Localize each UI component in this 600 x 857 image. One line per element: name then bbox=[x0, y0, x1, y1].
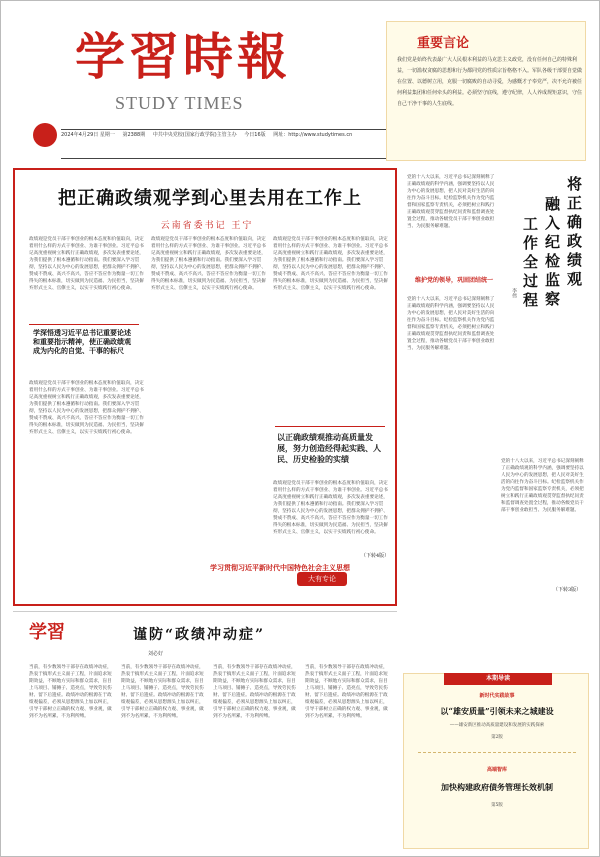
commentary-author: 刘必好 bbox=[148, 651, 164, 657]
lead-body-col-3: 政绩观是党员干部干事创业的根本态度和价值取向，决定着用什么样的方式干事创业、为谁干事创业。习近平总书记高度重视树立和践行正确政绩观，多次发表重要论述，为我们提供了根本遵循和行动指南。我们要深入学习贯彻，坚持以人民为中心的发展思想，把群众拥护不拥护、赞成不赞成、高兴不高兴、答应不答应作为衡量一切工作得失的根本标准，切实做到为民造福、为民担当，坚决摒弃形式主义、官僚主义，以实干实绩践行初心使命。 bbox=[273, 237, 388, 291]
guide-item-2-page[interactable]: 第5版 bbox=[491, 803, 503, 808]
guide-head: 本期导读 bbox=[444, 673, 552, 685]
lead-byline: 云南省委书记 王宁 bbox=[160, 221, 254, 231]
right-title-part-3[interactable]: 将正确政绩观 bbox=[565, 176, 583, 290]
speech-text: 我们党是始终代表最广大人民根本利益的马克思主义政党，没有任何自己的特殊利益，一切滥权贪腐的思想和行为都同党的性质宗旨格格不入。军队各级干部要自觉做在位置、以德树立用，克服一切腐败的自动寻爱，为感慨才子奉党严，决不允许被任何利益集团和任何牵头的利益。必须坚守底线，遵守纪律，人人养成规矩意识，守住自己干净干事的人生底线。 bbox=[397, 57, 583, 107]
right-title-part-1[interactable]: 融入纪检监察 bbox=[543, 196, 561, 310]
commentary-title[interactable]: 谨防“政绩冲动症” bbox=[133, 627, 266, 643]
masthead bbox=[13, 11, 383, 161]
guide-divider bbox=[418, 752, 576, 753]
column-banner: 学习贯彻习近平新时代中国特色社会主义思想 bbox=[210, 563, 350, 572]
right-article[interactable] bbox=[403, 168, 589, 598]
commentary-article[interactable] bbox=[13, 611, 397, 849]
commentary-col-3: 当前，有少数领导干部存在政绩冲动症，热衷于搞形式主义面子工程，片面追求短期效益，不顾地方实际和群众需求，盲目上马项目、铺摊子、造亮点，导致劳民伤财、留下后遗症。政绩冲动的根源在于政绩观偏差，必须从思想源头上加以纠正，引导干部树立正确的权力观、事业观，做到不为名所累、不为利所缚。 bbox=[213, 665, 296, 719]
issue-number: 第2388期 bbox=[122, 132, 146, 138]
right-body-right: 党的十八大以来，习近平总书记深刻阐释了正确政绩观的科学内涵，强调要坚持以人民为中心的发展思想，把人民对美好生活的向往作为奋斗目标。纪检监察机关作为党内监督和国家监察专责机关，必须把树立和践行正确政绩观贯穿监督执纪问责和监督调查处置全过程，推动各级党员干部干事创业敢担当、为民服务解难题。 bbox=[501, 459, 584, 513]
right-author: 李伟 bbox=[511, 288, 517, 298]
commentary-logo: 学習 bbox=[29, 622, 65, 643]
right-body-left: 党的十八大以来，习近平总书记深刻阐释了正确政绩观的科学内涵，强调要坚持以人民为中心的发展思想，把人民对美好生活的向往作为奋斗目标。纪检监察机关作为党内监督和国家监察专责机关，必须把树立和践行正确政绩观贯穿监督执纪问责和监督调查处置全过程，推动各级党员干部干事创业敢担当、为民服务解难题。 bbox=[407, 297, 495, 351]
right-body-top: 党的十八大以来，习近平总书记深刻阐释了正确政绩观的科学内涵，强调要坚持以人民为中心的发展思想，把人民对美好生活的向往作为奋斗目标。纪检监察机关作为党内监督和国家监察专责机关，必须把树立和践行正确政绩观贯穿监督执纪问责和监督调查处置全过程，推动各级党员干部干事创业敢担当、为民服务解难题。 bbox=[407, 175, 495, 229]
guide-item-1-page[interactable]: 第2版 bbox=[491, 735, 503, 740]
issue-guide bbox=[403, 673, 589, 849]
website[interactable]: 网址：http://www.studytimes.cn bbox=[273, 132, 353, 138]
commentary-col-1: 当前，有少数领导干部存在政绩冲动症，热衷于搞形式主义面子工程，片面追求短期效益，不顾地方实际和群众需求，盲目上马项目、铺摊子、造亮点，导致劳民伤财、留下后遗症。政绩冲动的根源在于政绩观偏差，必须从思想源头上加以纠正，引导干部树立正确的权力观、事业观，做到不为名所累、不为利所缚。 bbox=[29, 665, 112, 719]
lead-continued[interactable]: （下转4版） bbox=[361, 553, 390, 559]
masthead-meta bbox=[61, 129, 391, 159]
lead-body-col-1b: 政绩观是党员干部干事创业的根本态度和价值取向，决定着用什么样的方式干事创业、为谁干事创业。习近平总书记高度重视树立和践行正确政绩观，多次发表重要论述，为我们提供了根本遵循和行动指南。我们要深入学习贯彻，坚持以人民为中心的发展思想，把群众拥护不拥护、赞成不赞成、高兴不高兴、答应不答应作为衡量一切工作得失的根本标准，切实做到为民造福、为民担当，坚决摒弃形式主义、官僚主义，以实干实绩践行初心使命。 bbox=[29, 381, 144, 435]
guide-item-1-title[interactable]: 以“雄安质量”引领未来之城建设 bbox=[440, 706, 554, 716]
right-title-part-2[interactable]: 工作全过程 bbox=[521, 216, 539, 311]
right-continued[interactable]: （下转3版） bbox=[553, 587, 582, 593]
guide-item-2-tag: 高端智库 bbox=[486, 767, 507, 773]
lead-article[interactable] bbox=[13, 168, 397, 606]
guide-item-2-title[interactable]: 加快构建政府债务管理长效机制 bbox=[441, 782, 553, 792]
column-stamp: 大有专论 bbox=[297, 572, 347, 586]
lead-body-col-3b: 政绩观是党员干部干事创业的根本态度和价值取向，决定着用什么样的方式干事创业、为谁干事创业。习近平总书记高度重视树立和践行正确政绩观，多次发表重要论述，为我们提供了根本遵循和行动指南。我们要深入学习贯彻，坚持以人民为中心的发展思想，把群众拥护不拥护、赞成不赞成、高兴不高兴、答应不答应作为衡量一切工作得失的根本标准，切实做到为民造福、为民担当，坚决摒弃形式主义、官僚主义，以实干实绩践行初心使命。 bbox=[273, 481, 388, 535]
right-subhead: 维护党的领导，巩固团结统一 bbox=[415, 277, 494, 284]
important-speech-box bbox=[386, 21, 586, 161]
lead-body-col-1: 政绩观是党员干部干事创业的根本态度和价值取向，决定着用什么样的方式干事创业、为谁干事创业。习近平总书记高度重视树立和践行正确政绩观，多次发表重要论述，为我们提供了根本遵循和行动指南。我们要深入学习贯彻，坚持以人民为中心的发展思想，把群众拥护不拥护、赞成不赞成、高兴不高兴、答应不答应作为衡量一切工作得失的根本标准，切实做到为民造福、为民担当，坚决摒弃形式主义、官僚主义，以实干实绩践行初心使命。 bbox=[29, 237, 144, 291]
masthead-subtitle: STUDY TIMES bbox=[115, 93, 244, 113]
commentary-col-2: 当前，有少数领导干部存在政绩冲动症，热衷于搞形式主义面子工程，片面追求短期效益，不顾地方实际和群众需求，盲目上马项目、铺摊子、造亮点，导致劳民伤财、留下后遗症。政绩冲动的根源在于政绩观偏差，必须从思想源头上加以纠正，引导干部树立正确的权力观、事业观，做到不为名所累、不为利所缚。 bbox=[121, 665, 204, 719]
guide-item-1-tag: 新时代实践故事 bbox=[479, 693, 515, 699]
edition-count: 今日16版 bbox=[244, 132, 266, 138]
subhead-rule-2 bbox=[275, 426, 385, 427]
guide-item-1-sub: ——雄安新区推动高质量建设和发展的实践探索 bbox=[449, 723, 545, 728]
party-school-logo-icon bbox=[33, 123, 57, 147]
lead-headline[interactable]: 把正确政绩观学到心里去用在工作上 bbox=[58, 188, 362, 209]
issue-date: 2024年4月29日 星期一 bbox=[61, 132, 115, 138]
speech-title: 重要言论 bbox=[417, 36, 470, 51]
masthead-title: 学習時報 bbox=[75, 27, 291, 86]
lead-subhead-2: 以正确政绩观推动高质量发展，努力创造经得起实践、人民、历史检验的实绩 bbox=[277, 432, 381, 464]
commentary-col-4: 当前，有少数领导干部存在政绩冲动症，热衷于搞形式主义面子工程，片面追求短期效益，不顾地方实际和群众需求，盲目上马项目、铺摊子、造亮点，导致劳民伤财、留下后遗症。政绩冲动的根源在于政绩观偏差，必须从思想源头上加以纠正，引导干部树立正确的权力观、事业观，做到不为名所累、不为利所缚。 bbox=[305, 665, 388, 719]
lead-body-col-2: 政绩观是党员干部干事创业的根本态度和价值取向，决定着用什么样的方式干事创业、为谁干事创业。习近平总书记高度重视树立和践行正确政绩观，多次发表重要论述，为我们提供了根本遵循和行动指南。我们要深入学习贯彻，坚持以人民为中心的发展思想，把群众拥护不拥护、赞成不赞成、高兴不高兴、答应不答应作为衡量一切工作得失的根本标准，切实做到为民造福、为民担当，坚决摒弃形式主义、官僚主义，以实干实绩践行初心使命。 bbox=[151, 237, 266, 291]
lead-subhead-1: 学深悟透习近平总书记重要论述和重要指示精神，使正确政绩观成为内化的自觉、干事的标尺 bbox=[33, 328, 131, 355]
publisher: 中共中央党校(国家行政学院)主管主办 bbox=[152, 132, 237, 138]
subhead-rule bbox=[29, 324, 139, 325]
